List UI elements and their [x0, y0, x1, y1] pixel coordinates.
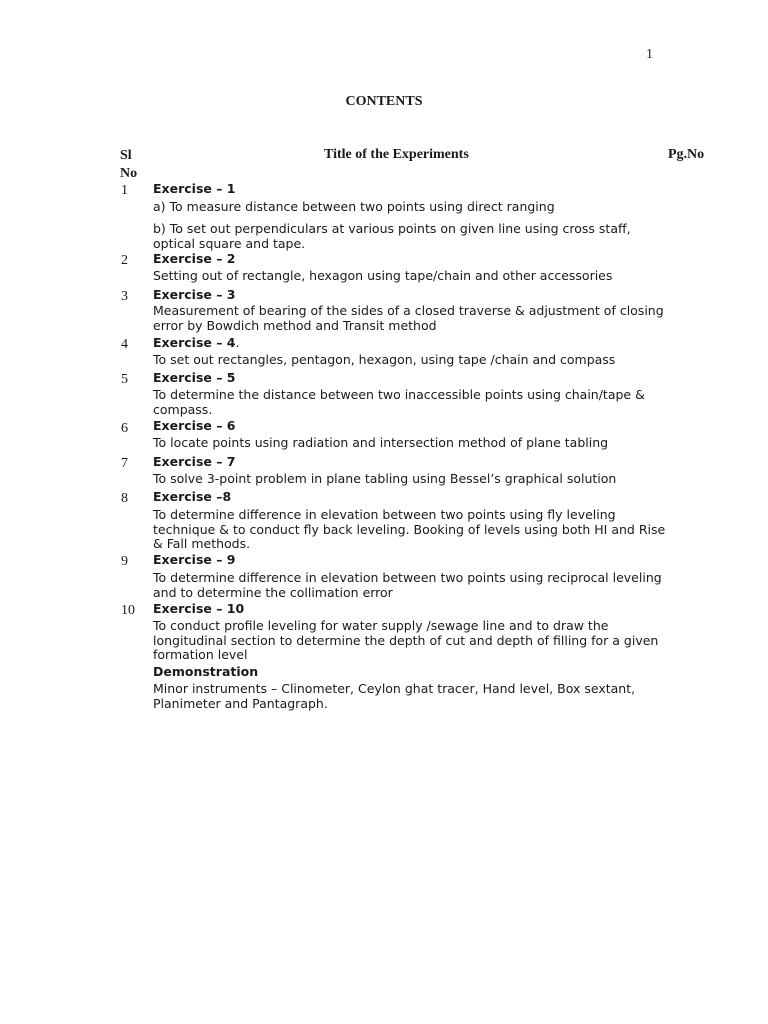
row-number: 9	[121, 554, 128, 569]
exercise-text: To determine the distance between two inaccessible points using chain/tape & compass.	[153, 387, 645, 417]
column-header-sl-no	[120, 147, 150, 183]
exercise-text: Measurement of bearing of the sides of a closed traverse & adjustment of closing error by Bowdich method and Transit method	[153, 303, 664, 333]
column-header-sl-no-line1: Sl	[120, 148, 132, 163]
row-number: 4	[121, 337, 128, 352]
exercise-heading: Exercise –8	[153, 489, 232, 504]
exercise-heading: Exercise – 1	[153, 181, 236, 196]
column-header-title: Title of the Experiments	[324, 147, 469, 162]
exercise-text: To conduct profile leveling for water supply /sewage line and to draw the longitudinal section to determine the depth of cut and depth of filling for a given formation level	[153, 618, 659, 663]
row-number: 10	[121, 603, 135, 618]
exercise-text: a) To measure distance between two points using direct ranging	[153, 199, 555, 214]
exercise-heading: Exercise – 2	[153, 251, 236, 266]
demonstration-heading: Demonstration	[153, 664, 259, 679]
exercise-heading: Exercise – 9	[153, 552, 236, 567]
exercise-text: Setting out of rectangle, hexagon using tape/chain and other accessories	[153, 268, 613, 283]
row-number: 6	[121, 421, 128, 436]
row-number: 5	[121, 372, 128, 387]
exercise-heading: Exercise – 10	[153, 601, 245, 616]
column-header-sl-no-line2: No	[120, 166, 138, 181]
page-title: CONTENTS	[345, 94, 423, 109]
exercise-heading: Exercise – 5	[153, 370, 236, 385]
exercise-text: To solve 3-point problem in plane tabling using Bessel’s graphical solution	[153, 471, 617, 486]
exercise-text: To determine difference in elevation between two points using reciprocal leveling and to determine the collimation error	[153, 570, 662, 600]
column-header-page: Pg.No	[668, 147, 705, 162]
demonstration-text: Minor instruments – Clinometer, Ceylon ghat tracer, Hand level, Box sextant, Planimeter and Pantagraph.	[153, 681, 636, 711]
row-number: 7	[121, 456, 128, 471]
row-number: 8	[121, 491, 128, 506]
exercise-text: To determine difference in elevation between two points using fly leveling technique & to conduct fly back leveling. Booking of levels using both HI and Rise & Fall methods.	[153, 507, 666, 552]
exercise-text: To locate points using radiation and intersection method of plane tabling	[153, 435, 609, 450]
exercise-text: b) To set out perpendiculars at various points on given line using cross staff, optical square and tape.	[153, 221, 631, 251]
page-number: 1	[646, 47, 653, 62]
row-number: 2	[121, 253, 128, 268]
exercise-heading	[153, 336, 673, 351]
exercise-heading: Exercise – 6	[153, 418, 236, 433]
exercise-heading: Exercise – 7	[153, 454, 236, 469]
exercise-heading-suffix: .	[235, 335, 240, 350]
row-number: 3	[121, 289, 128, 304]
exercise-heading: Exercise – 3	[153, 287, 236, 302]
row-number: 1	[121, 183, 128, 198]
exercise-text: To set out rectangles, pentagon, hexagon, using tape /chain and compass	[153, 352, 616, 367]
exercise-heading-label: Exercise – 4	[153, 335, 236, 350]
